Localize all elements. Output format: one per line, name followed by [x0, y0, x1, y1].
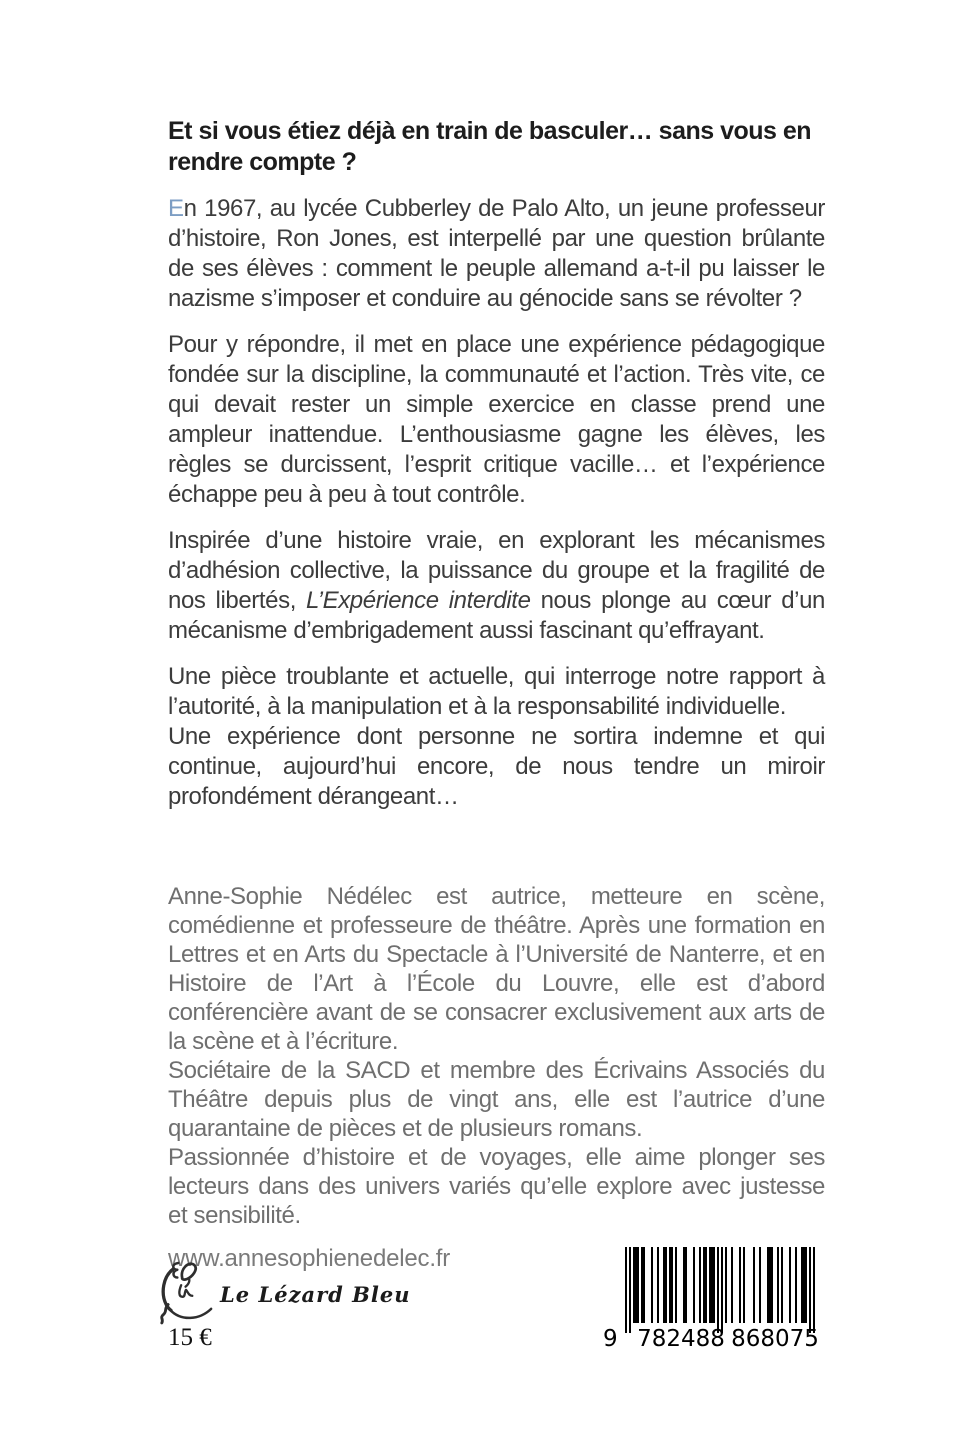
- cover-text-column: [168, 0, 825, 1273]
- author-website: www.annesophienedelec.fr: [168, 1245, 451, 1272]
- synopsis-paragraph-3: [168, 526, 825, 646]
- synopsis-paragraph-3-post: nous plonge au cœur d’un mécanisme d’embrigadement aussi fascinant qu’effrayant.: [168, 587, 825, 644]
- author-bio-paragraph-2: Sociétaire de la SACD et membre des Écrivains Associés du Théâtre depuis plus de vingt ans, elle est l’autrice d’une quarantaine de pièces et de plusieurs romans.: [168, 1057, 825, 1142]
- book-title-italic: L’Expérience interdite: [306, 587, 531, 614]
- isbn-barcode: [601, 1247, 819, 1354]
- synopsis-paragraph-4a: Une pièce troublante et actuelle, qui interroge notre rapport à l’autorité, à la manipulation et à la responsabilité individuelle.: [168, 663, 825, 720]
- drop-cap-letter: E: [168, 195, 184, 222]
- publisher-logo: [157, 1256, 411, 1326]
- lizard-icon: [157, 1256, 215, 1326]
- price-label: 15 €: [168, 1324, 212, 1351]
- barcode-digit-group-1: 9: [603, 1326, 618, 1352]
- synopsis-paragraph-3-pre: Inspirée d’une histoire vraie, en explorant les mécanismes d’adhésion collective, la puissance du groupe et la fragilité de nos libertés,: [168, 527, 825, 614]
- publisher-name: Le Lézard Bleu: [220, 1282, 411, 1307]
- barcode-digit-group-2: 782488: [637, 1326, 725, 1352]
- author-bio-paragraph-1: Anne-Sophie Nédélec est autrice, metteure en scène, comédienne et professeure de théâtre. Après une formation en Lettres et en Arts du Spectacle à l’Université de Nanterre, et en Histoire de l’Art à l’École du Louvre, elle est d’abord conférencière avant de se consacrer exclusivement aux arts de la scène et à l’écriture.: [168, 883, 825, 1055]
- synopsis-paragraph-2: Pour y répondre, il met en place une expérience pédagogique fondée sur la discipline, la communauté et l’action. Très vite, ce qui devait rester un simple exercice en classe prend une ampleur inattendue. L’enthousiasme gagne les élèves, les règles se durcissent, l’esprit critique vacille… et l’expérience échappe peu à peu à tout contrôle.: [168, 331, 825, 508]
- author-bio-paragraph-3: Passionnée d’histoire et de voyages, elle aime plonger ses lecteurs dans des univers variés qu’elle explore avec justesse et sensibilité.: [168, 1144, 825, 1229]
- synopsis-paragraph-1: [168, 194, 825, 314]
- barcode-bars: [625, 1247, 815, 1333]
- barcode-digit-group-3: 868075: [731, 1326, 819, 1352]
- synopsis-paragraph-4b: Une expérience dont personne ne sortira indemne et qui continue, aujourd’hui encore, de nous tendre un miroir profondément dérangeant…: [168, 723, 825, 810]
- synopsis-paragraph-1-text: n 1967, au lycée Cubberley de Palo Alto, un jeune professeur d’histoire, Ron Jones, est interpellé par une question brûlante de ses élèves : comment le peuple allemand a-t-il pu laisser le nazisme s’imposer et conduire au génocide sans se révolter ?: [168, 195, 825, 312]
- barcode-digits: [601, 1326, 819, 1354]
- barcode-module: [813, 1247, 815, 1333]
- tagline-heading: Et si vous étiez déjà en train de basculer… sans vous en rendre compte ?: [168, 117, 812, 176]
